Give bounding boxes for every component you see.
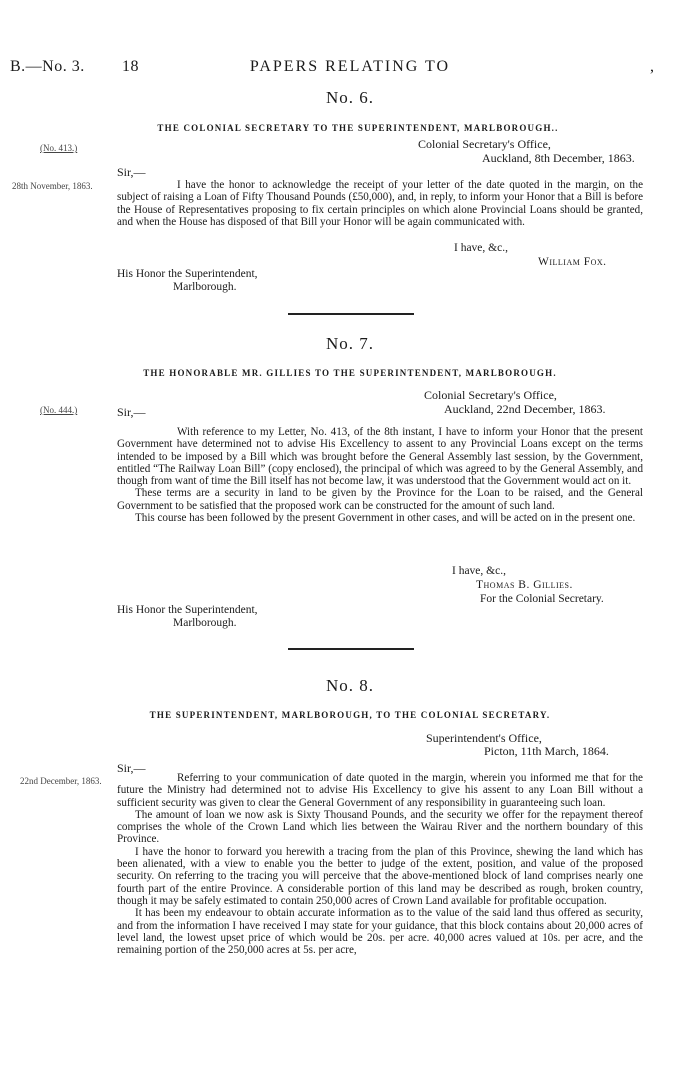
letter-heading: THE COLONIAL SECRETARY TO THE SUPERINTENDENT, MARLBOROUGH.. bbox=[157, 123, 559, 133]
closing: I have, &c., bbox=[454, 242, 508, 254]
page-number: 18 bbox=[122, 58, 139, 75]
letter-number: No. 6. bbox=[325, 88, 375, 107]
signature: Thomas B. Gillies. bbox=[476, 579, 573, 591]
page-title: PAPERS RELATING TO bbox=[249, 58, 451, 75]
paragraph: I have the honor to forward you herewith a tracing from the plan of this Province, shewing the land which has been alienated, with a view to enable you the better to judge of the extent, position, and value of the proposed security. On referring to the tracing you will perceive that the above-mentioned block of land comprises nearly one fourth part of the entire Province. A considerable portion of this land may be described as rough, broken country, though it may be safely estimated to contain 250,000 acres of Crown Land available for profitable occupation. bbox=[117, 845, 643, 907]
section-divider bbox=[288, 313, 414, 315]
margin-reference: (No. 413.) bbox=[40, 143, 78, 153]
letter-body bbox=[117, 426, 643, 524]
letter-address-line2: Auckland, 22nd December, 1863. bbox=[444, 402, 606, 416]
margin-date: 28th November, 1863. bbox=[12, 181, 93, 191]
salutation: Sir,— bbox=[117, 165, 146, 179]
letter-address-line2: Picton, 11th March, 1864. bbox=[484, 744, 609, 758]
section-divider bbox=[288, 648, 414, 650]
letter-body bbox=[117, 772, 643, 956]
letter-address-line2: Auckland, 8th December, 1863. bbox=[482, 151, 635, 165]
recipient-line1: His Honor the Superintendent, bbox=[117, 604, 258, 616]
letter-heading: THE HONORABLE MR. GILLIES TO THE SUPERINTENDENT, MARLBOROUGH. bbox=[143, 368, 557, 378]
margin-date: 22nd December, 1863. bbox=[20, 776, 102, 786]
paragraph: This course has been followed by the present Government in other cases, and will be acted on in the present one. bbox=[135, 512, 636, 525]
paragraph: With reference to my Letter, No. 413, of the 8th instant, I have to inform your Honor that the present Government have determined not to advise His Excellency to assent to any Provincial Loans except on the terms intended to be imposed by a Bill which was brought before the General Assembly last session, by the Government, entitled “The Railway Loan Bill” (copy enclosed), the principal of which was agreed to by the General Assembly, and though from want of time the Bill itself has not become law, it was understood that the Government would act on it. bbox=[117, 426, 643, 488]
margin-reference: (No. 444.) bbox=[40, 405, 78, 415]
letter-address-line1: Colonial Secretary's Office, bbox=[418, 137, 551, 151]
salutation: Sir,— bbox=[117, 405, 146, 419]
paragraph: These terms are a security in land to be given by the Province for the Loan to be raised, and the General Government to be satisfied that the proposed work can be constructed for the amount of such land. bbox=[117, 487, 643, 512]
document-reference: B.—No. 3. bbox=[10, 58, 85, 75]
letter-body bbox=[117, 179, 643, 228]
signature-title: For the Colonial Secretary. bbox=[480, 593, 604, 605]
letter-number: No. 7. bbox=[325, 334, 375, 353]
paragraph: The amount of loan we now ask is Sixty Thousand Pounds, and the security we offer for the repayment thereof comprises the whole of the Crown Land which lies between the Wairau River and the northern boundary of this Province. bbox=[117, 808, 643, 846]
letter-address-line1: Superintendent's Office, bbox=[426, 731, 542, 745]
letter-heading: THE SUPERINTENDENT, MARLBOROUGH, TO THE COLONIAL SECRETARY. bbox=[149, 710, 551, 720]
paragraph: Referring to your communication of date quoted in the margin, wherein you informed me that for the future the Ministry had determined not to advise His Excellency to give his assent to any Loan Bill without a sufficient security was given to clear the General Government of any responsibility in guaranteeing such loan. bbox=[117, 772, 643, 809]
header-mark: , bbox=[650, 58, 655, 75]
salutation: Sir,— bbox=[117, 761, 146, 775]
paragraph: It has been my endeavour to obtain accurate information as to the value of the said land thus offered as security, and from the information I have received I may state for your guidance, that this block contains about 20,000 acres of level land, the lowest upset price of which would be 20s. per acre. 40,000 acres valued at 10s. per acre, and the remaining portion of the 250,000 acres at 5s. per acre, bbox=[117, 907, 643, 957]
recipient-line1: His Honor the Superintendent, bbox=[117, 268, 258, 280]
signature: William Fox. bbox=[538, 256, 607, 268]
recipient-line2: Marlborough. bbox=[173, 281, 237, 293]
paragraph: I have the honor to acknowledge the receipt of your letter of the date quoted in the margin, on the subject of raising a Loan of Fifty Thousand Pounds (£50,000), and, in reply, to inform your Honor that a Bill is before the House of Representatives proposing to fix certain principles on which alone Provincial Loans should be granted, and when the House has disposed of that Bill your Honor will be again communicated with. bbox=[117, 179, 643, 228]
letter-number: No. 8. bbox=[325, 676, 375, 695]
recipient-line2: Marlborough. bbox=[173, 617, 237, 629]
letter-address-line1: Colonial Secretary's Office, bbox=[424, 388, 557, 402]
closing: I have, &c., bbox=[452, 565, 506, 577]
